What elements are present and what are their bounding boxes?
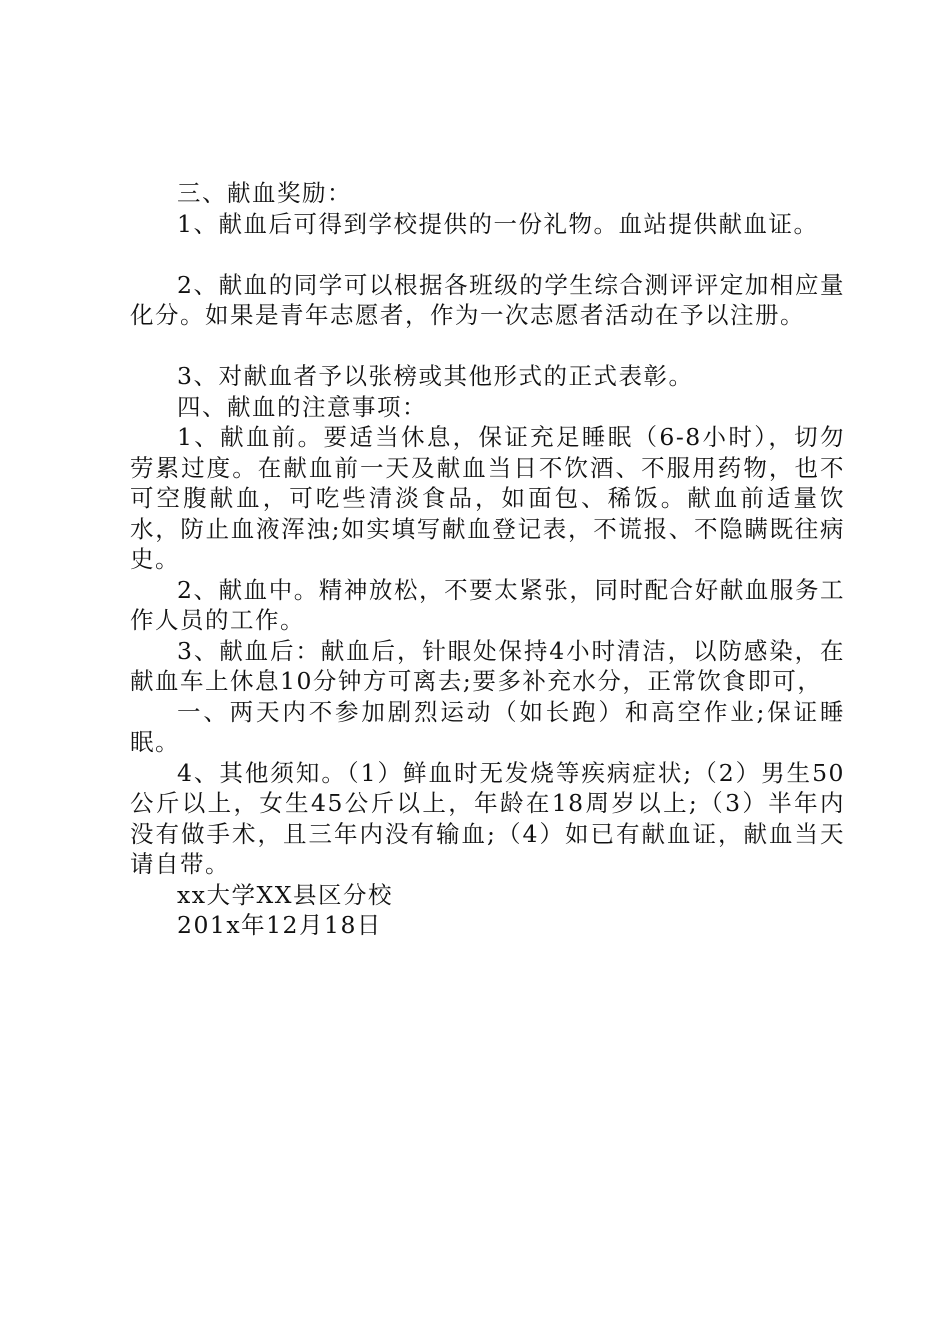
reward-item-3: 3、对献血者予以张榜或其他形式的正式表彰。 bbox=[177, 362, 694, 390]
paragraph-gap bbox=[130, 239, 845, 270]
notice-item-other: 4、其他须知。（1）鲜血时无发烧等疾病症状;（2）男生50公斤以上，女生45公斤以上，年龄在18周岁以上;（3）半年内没有做手术，且三年内没有输血;（4）如已有献血证，献血当天请自带。 bbox=[130, 758, 845, 878]
signature-date: 201x年12月18日 bbox=[177, 911, 382, 939]
paragraph-gap bbox=[130, 331, 845, 362]
section-3-title: 三、献血奖励： bbox=[177, 179, 352, 207]
notice-item-after-continued: 一、两天内不参加剧烈运动（如长跑）和高空作业;保证睡眠。 bbox=[130, 697, 845, 756]
reward-item-2: 2、献血的同学可以根据各班级的学生综合测评评定加相应量化分。如果是青年志愿者，作为一次志愿者活动在予以注册。 bbox=[130, 270, 845, 329]
signature-organization: xx大学XX县区分校 bbox=[177, 880, 393, 909]
notice-item-after: 3、献血后：献血后，针眼处保持4小时清洁，以防感染，在献血车上休息10分钟方可离去;要多补充水分，正常饮食即可， bbox=[130, 636, 845, 695]
document-body bbox=[130, 178, 845, 941]
notice-item-during: 2、献血中。精神放松，不要太紧张，同时配合好献血服务工作人员的工作。 bbox=[130, 575, 845, 634]
notice-item-before: 1、献血前。要适当休息，保证充足睡眠（6-8小时），切勿劳累过度。在献血前一天及献血当日不饮酒、不服用药物，也不可空腹献血，可吃些清淡食品，如面包、稀饭。献血前适量饮水，防止血液浑浊;如实填写献血登记表，不谎报、不隐瞒既往病史。 bbox=[130, 423, 845, 573]
reward-item-1: 1、献血后可得到学校提供的一份礼物。血站提供献血证。 bbox=[177, 209, 819, 238]
section-4-title: 四、献血的注意事项： bbox=[177, 392, 427, 421]
